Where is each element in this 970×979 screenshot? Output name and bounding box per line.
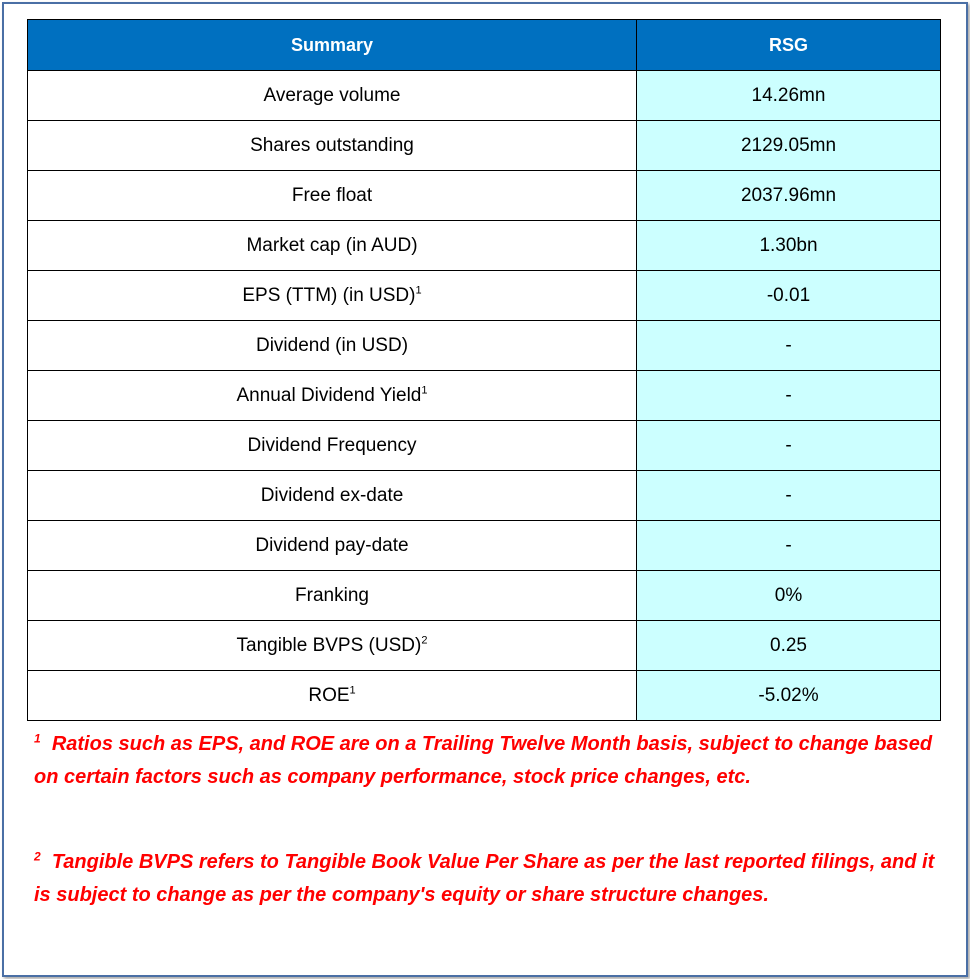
row-label xyxy=(28,421,637,471)
row-label-text: Dividend ex-date xyxy=(260,484,404,506)
footnote-marker: 2 xyxy=(421,634,428,647)
footnote-1-marker: 1 xyxy=(34,731,41,746)
header-ticker: RSG xyxy=(637,20,941,71)
row-label-text: Dividend pay-date xyxy=(255,534,409,556)
row-label xyxy=(28,671,637,721)
footnote-marker: 1 xyxy=(349,684,356,697)
row-label-text: Shares outstanding xyxy=(250,134,414,156)
table-row xyxy=(28,71,941,121)
row-label-text: Tangible BVPS (USD) xyxy=(236,634,422,656)
table-row xyxy=(28,571,941,621)
row-label-text: Market cap (in AUD) xyxy=(246,234,418,256)
row-label xyxy=(28,71,637,121)
row-value: 0.25 xyxy=(637,621,941,671)
row-value: 2037.96mn xyxy=(637,171,941,221)
row-label xyxy=(28,471,637,521)
footnote-1 xyxy=(34,728,939,794)
row-label-text: Dividend Frequency xyxy=(247,434,417,456)
summary-frame xyxy=(2,2,968,977)
footnote-2 xyxy=(34,846,939,912)
footnote-marker: 1 xyxy=(415,284,422,297)
table-row xyxy=(28,271,941,321)
header-summary: Summary xyxy=(28,20,637,71)
table-body xyxy=(28,71,941,721)
row-label xyxy=(28,271,637,321)
table-row xyxy=(28,171,941,221)
row-value: - xyxy=(637,371,941,421)
row-label xyxy=(28,371,637,421)
table-row xyxy=(28,471,941,521)
row-value: -0.01 xyxy=(637,271,941,321)
table-row xyxy=(28,421,941,471)
table-row xyxy=(28,321,941,371)
row-label xyxy=(28,571,637,621)
row-label xyxy=(28,521,637,571)
footnote-1-text: Ratios such as EPS, and ROE are on a Trailing Twelve Month basis, subject to change based on certain factors such as company performance, stock price changes, etc. xyxy=(34,733,933,788)
row-label-text: Franking xyxy=(295,584,369,606)
row-value: - xyxy=(637,421,941,471)
table-header-row xyxy=(28,20,941,71)
table-row xyxy=(28,371,941,421)
row-value: - xyxy=(637,521,941,571)
footnote-2-text: Tangible BVPS refers to Tangible Book Value Per Share as per the last reported filings, and it is subject to change as per the company's equity or share structure changes. xyxy=(34,851,935,906)
row-label-text: EPS (TTM) (in USD) xyxy=(242,284,416,306)
row-label-text: Annual Dividend Yield xyxy=(236,384,422,406)
row-label xyxy=(28,221,637,271)
table-row xyxy=(28,221,941,271)
row-label-text: Average volume xyxy=(263,84,401,106)
footnote-marker: 1 xyxy=(421,384,428,397)
row-value: -5.02% xyxy=(637,671,941,721)
row-label xyxy=(28,321,637,371)
row-value: - xyxy=(637,321,941,371)
footnote-2-marker: 2 xyxy=(34,849,41,864)
row-value: 1.30bn xyxy=(637,221,941,271)
row-value: 14.26mn xyxy=(637,71,941,121)
table-row xyxy=(28,521,941,571)
row-value: 2129.05mn xyxy=(637,121,941,171)
row-label-text: Dividend (in USD) xyxy=(255,334,409,356)
summary-table xyxy=(27,19,941,721)
table-row xyxy=(28,671,941,721)
row-label-text: ROE xyxy=(308,684,350,706)
table-row xyxy=(28,621,941,671)
row-label xyxy=(28,621,637,671)
row-value: - xyxy=(637,471,941,521)
row-label xyxy=(28,121,637,171)
row-value: 0% xyxy=(637,571,941,621)
row-label-text: Free float xyxy=(291,184,373,206)
table-row xyxy=(28,121,941,171)
row-label xyxy=(28,171,637,221)
